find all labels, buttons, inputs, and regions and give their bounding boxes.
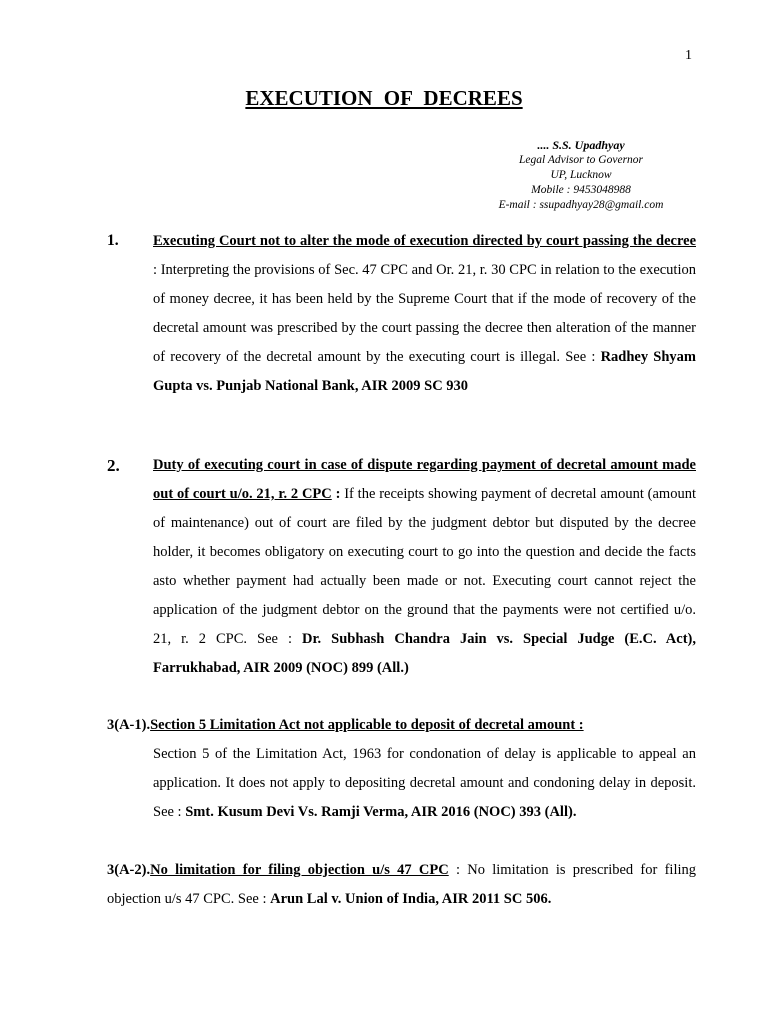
section-body: [153, 740, 696, 827]
section-heading-line: [107, 856, 696, 914]
section-heading-line: [107, 711, 696, 740]
author-block: [470, 138, 692, 213]
section-body: [153, 451, 696, 683]
author-designation: Legal Advisor to Governor: [518, 154, 644, 166]
section-number: 2.: [107, 456, 120, 475]
case-citation: Radhey Shyam Gupta vs. Punjab National Bank, AIR 2009 SC 930: [153, 349, 697, 394]
section-heading: No limitation for filing objection u/s 47 CPC: [150, 862, 449, 878]
section-heading: Section 5 Limitation Act not applicable to deposit of decretal amount :: [150, 717, 584, 733]
author-email: E-mail : ssupadhyay28@gmail.com: [498, 199, 664, 211]
document-title: EXECUTION OF DECREES: [245, 86, 523, 110]
section-number: 3(A-2).: [107, 862, 151, 878]
author-name: .... S.S. Upadhyay: [537, 138, 625, 152]
section-text: : No limitation is prescribed for filing objection u/s 47 CPC. See :: [107, 862, 697, 907]
case-citation: Smt. Kusum Devi Vs. Ramji Verma, AIR 2016 (NOC) 393 (All).: [185, 804, 577, 820]
page-number: 1: [685, 48, 692, 63]
section-text: Section 5 of the Limitation Act, 1963 for condonation of delay is applicable to appeal an application. It does not apply to depositing decretal amount and condoning delay in deposit. See :: [153, 746, 696, 820]
author-location: UP, Lucknow: [550, 169, 612, 181]
case-citation: Dr. Subhash Chandra Jain vs. Special Judge (E.C. Act), Farrukhabad, AIR 2009 (NOC) 899 (All.): [153, 631, 696, 676]
section-text: If the receipts showing payment of decretal amount (amount of maintenance) out of court are filed by the judgment debtor but disputed by the decree holder, it becomes obligatory on executing court to go into the question and decide the facts asto whether payment had actually been made or not. Executing court cannot reject the application of the judgment debtor on the ground that the payments were not certified u/o. 21, r. 2 CPC. See :: [153, 486, 696, 647]
case-citation: Arun Lal v. Union of India, AIR 2011 SC 506.: [270, 891, 552, 907]
author-mobile: Mobile : 9453048988: [531, 184, 631, 196]
heading-separator: :: [331, 486, 345, 502]
section-heading: Executing Court not to alter the mode of execution directed by court passing the decree: [153, 233, 696, 249]
section-number: 3(A-1).: [107, 717, 151, 733]
section-heading: Duty of executing court in case of dispute regarding payment of decretal amount made out of court u/o. 21, r. 2 CPC: [153, 457, 696, 502]
section-text: : Interpreting the provisions of Sec. 47 CPC and Or. 21, r. 30 CPC in relation to the execution of money decree, it has been held by the Supreme Court that if the mode of recovery of the decretal amount was prescribed by the court passing the decree then alteration of the manner of recovery of the decretal amount by the executing court is illegal. See :: [153, 262, 696, 365]
section-body: [153, 227, 696, 401]
section-number: 1.: [107, 232, 119, 249]
